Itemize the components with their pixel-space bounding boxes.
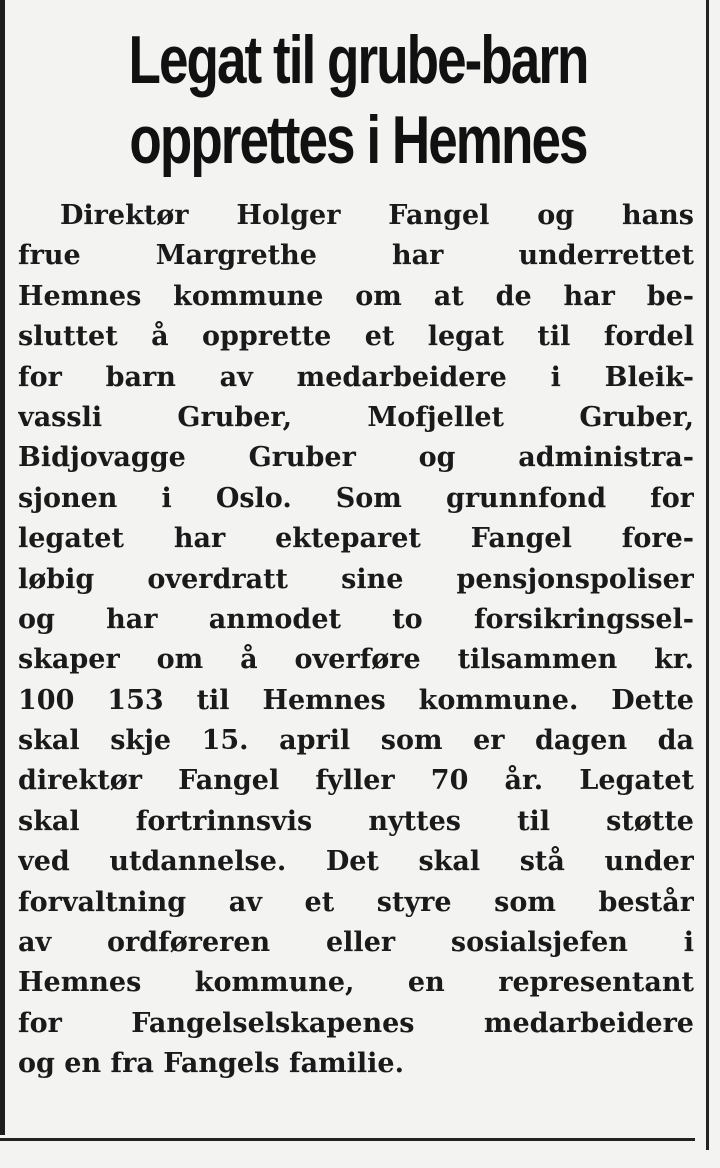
body-line: Direktør Holger Fangel og hans [60, 200, 694, 231]
body-line: Hemnes kommune om at de har be- [18, 280, 694, 312]
body-line: og en fra Fangels familie. [18, 1048, 404, 1080]
body-line: sjonen i Oslo. Som grunnfond for [18, 482, 694, 514]
bottom-rule [0, 1138, 695, 1141]
body-line: skal fortrinnsvis nyttes til støtte [18, 805, 694, 837]
body-line: sluttet å opprette et legat til fordel [18, 321, 694, 353]
article-body [18, 196, 694, 1085]
body-line: og har anmodet to forsikringssel- [18, 603, 694, 635]
headline-line-2: opprettes i Hemnes [129, 102, 587, 178]
body-line: skaper om å overføre tilsammen kr. [18, 644, 694, 676]
body-line: legatet har ekteparet Fangel fore- [18, 523, 694, 555]
body-line: direktør Fangel fyller 70 år. Legatet [18, 765, 694, 797]
body-line: løbig overdratt sine pensjonspoliser [18, 563, 694, 595]
body-line: 100 153 til Hemnes kommune. Dette [18, 684, 694, 716]
body-line: for Fangelselskapenes medarbeidere [18, 1007, 694, 1039]
headline-line-1: Legat til grube-barn [128, 22, 588, 98]
body-line: forvaltning av et styre som består [18, 886, 694, 918]
body-line: skal skje 15. april som er dagen da [18, 725, 694, 757]
body-line: Bidjovagge Gruber og administra- [18, 442, 694, 474]
body-line: Hemnes kommune, en representant [18, 967, 694, 999]
body-line: for barn av medarbeidere i Bleik- [18, 361, 694, 393]
body-line: av ordføreren eller sosialsjefen i [18, 927, 694, 959]
right-column-rule [706, 0, 709, 1150]
left-column-rule [0, 0, 5, 1135]
headline [93, 20, 623, 180]
body-line: ved utdannelse. Det skal stå under [18, 846, 694, 878]
body-line: vassli Gruber, Mofjellet Gruber, [18, 401, 694, 433]
body-line: frue Margrethe har underrettet [18, 240, 694, 272]
